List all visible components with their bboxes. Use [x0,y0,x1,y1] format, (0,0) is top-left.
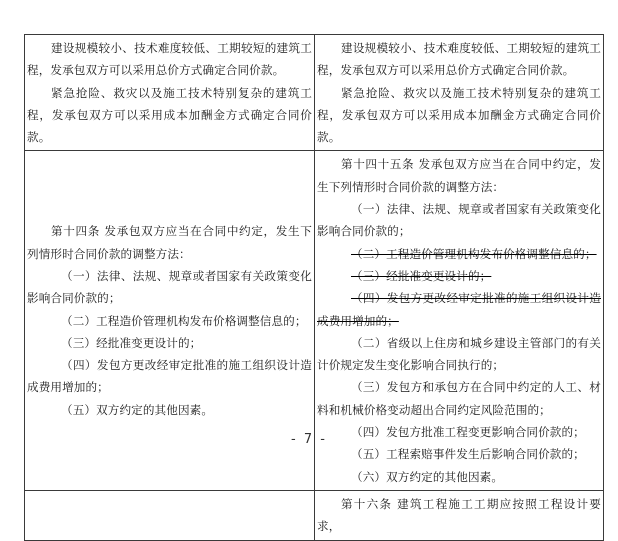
left-pricing-para-1: 建设规模较小、技术难度较低、工期较短的建筑工程，发承包双方可以采用总价方式确定合同价款。 [27,41,312,78]
left-cell-empty [25,490,315,540]
page-number: - 7 - [291,432,327,447]
right-cell-article-16 [315,490,604,540]
left-article-14-item-2: （二）工程造价管理机构发布价格调整信息的； [61,313,307,328]
left-article-14-item-5: （五）双方约定的其他因素。 [61,402,214,417]
left-article-14-item-1: （一）法律、法规、规章或者国家有关政策变化影响合同价款的； [27,268,312,306]
right-article-16-text: 第十六条 建筑工程施工工期应按照工程设计要求， [317,496,601,534]
left-pricing-para-2: 紧急抢险、救灾以及施工技术特别复杂的建筑工程，发承包双方可以采用成本加酬金方式确定合同价款。 [27,85,312,145]
right-article-15-new-item-4: （四）发包方批准工程变更影响合同价款的； [351,425,585,440]
left-article-14-item-4: （四）发包方更改经审定批准的施工组织设计造成费用增加的； [27,358,312,395]
left-cell-pricing [25,35,315,151]
comparison-table [24,34,604,541]
right-pricing-para-2: 紧急抢险、救灾以及施工技术特别复杂的建筑工程，发承包双方可以采用成本加酬金方式确定合同价款。 [317,85,601,145]
right-article-15-struck-item-2: （二）工程造价管理机构发布价格调整信息的； [351,246,597,261]
right-cell-pricing [315,35,604,151]
left-article-14-heading: 第十四条 发承包双方应当在合同中约定，发生下列情形时合同价款的调整方法： [27,224,312,261]
right-article-15-item-1: （一）法律、法规、规章或者国家有关政策变化影响合同价款的； [317,202,601,239]
right-article-15-new-item-2: （二）省级以上住房和城乡建设主管部门的有关计价规定发生变化影响合同执行的； [317,335,601,373]
right-article-15-new-item-6: （六）双方约定的其他因素。 [351,469,504,484]
right-article-15-new-item-3: （三）发包方和承包方在合同中约定的人工、材料和机械价格变动超出合同约定风险范围的； [317,380,601,417]
right-article-15-struck-item-4: （四）发包方更改经审定批准的施工组织设计造成费用增加的； [317,291,601,328]
right-article-15-heading: 第十四十五条 发承包双方应当在合同中约定，发生下列情形时合同价款的调整方法： [317,157,601,194]
right-pricing-para-1: 建设规模较小、技术难度较低、工期较短的建筑工程，发承包双方可以采用总价方式确定合同价款。 [317,41,601,78]
right-article-15-new-item-5: （五）工程索赔事件发生后影响合同价款的； [351,447,585,462]
right-article-15-struck-item-3: （三）经批准变更设计的； [351,268,492,283]
left-article-14-item-3: （三）经批准变更设计的； [61,335,202,350]
table-row-article-16 [25,490,604,540]
table-row-pricing [25,35,604,151]
